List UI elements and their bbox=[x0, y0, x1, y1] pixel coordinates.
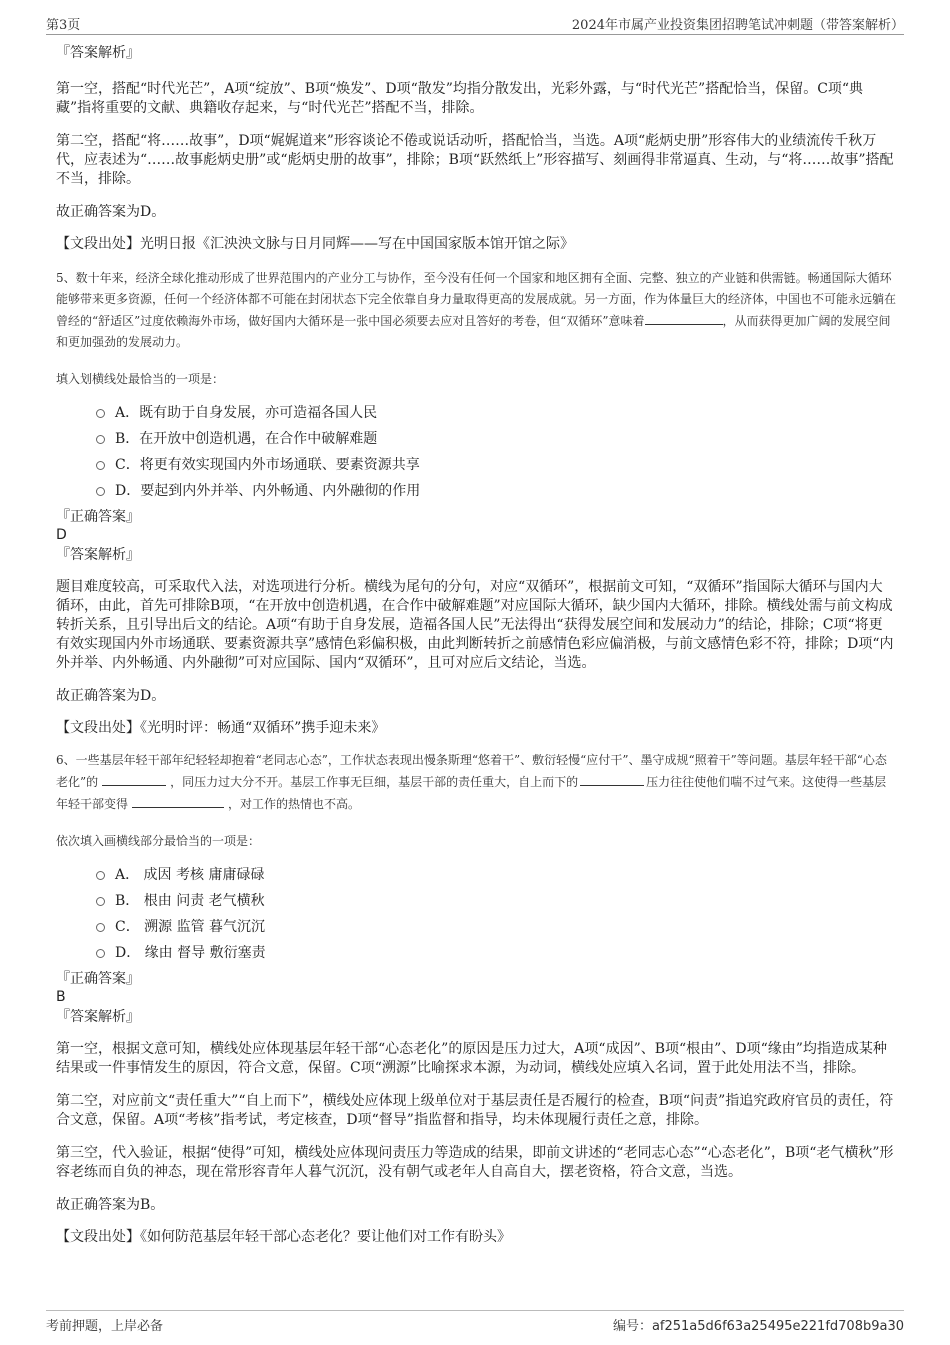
option-a[interactable]: A． 成因 考核 庸庸碌碌 bbox=[96, 862, 896, 888]
question-6-options bbox=[56, 862, 896, 966]
question-5-options bbox=[56, 400, 896, 504]
option-b[interactable]: B．在开放中创造机遇，在合作中破解难题 bbox=[96, 426, 896, 452]
radio-icon[interactable] bbox=[96, 461, 105, 470]
analysis-paragraph: 题目难度较高，可采取代入法，对选项进行分析。横线为尾句的分句，对应“双循环”，根据前文可知，“双循环”指国际大循环与国内大循环，由此，首先可排除B项，“在开放中创造机遇，在合作中破解难题”对应国际大循环，缺少国内大循环，排除。横线处需与前文构成转折关系，且引导出后文的结论。A项“有助于自身发展，造福各国人民”无法得出“获得发展空间和发展动力”的结论，排除；C项“将更有效实现国内外市场通联、要素资源共享”感情色彩偏积极，由此判断转折之前感情色彩应偏消极，与前文感情色彩不符，排除；D项“内外并举、内外畅通、内外融彻”可对应国际、国内“双循环”，且可对应后文结论，当选。 bbox=[56, 579, 894, 671]
question-6-blank-2 bbox=[580, 771, 644, 786]
source-citation: 【文段出处】《如何防范基层年轻干部心态老化？要让他们对工作有盼头》 bbox=[56, 1229, 511, 1245]
analysis-paragraph: 第三空，代入验证，根据“使得”可知，横线处应体现问责压力等造成的结果，即前文讲述的“老同志心态”“心态老化”，B项“老气横秋”形容老练而自负的神态，现在常形容青年人暮气沉沉，没有朝气或老年人自高自大，摆老资格，符合文意，当选。 bbox=[56, 1145, 894, 1180]
radio-icon[interactable] bbox=[96, 897, 105, 906]
document-title: 2024年市属产业投资集团招聘笔试冲刺题（带答案解析） bbox=[571, 18, 904, 33]
option-d[interactable]: D． 缘由 督导 敷衍塞责 bbox=[96, 940, 896, 966]
option-a[interactable]: A．既有助于自身发展，亦可造福各国人民 bbox=[96, 400, 896, 426]
question-5-prompt: 填入划横线处最恰当的一项是： bbox=[56, 372, 225, 386]
source-citation: 【文段出处】《光明时评：畅通“双循环”携手迎未来》 bbox=[56, 720, 386, 736]
footer-code: 编号：af251a5d6f63a25495e221fd708b9a30 bbox=[612, 1319, 904, 1334]
radio-icon[interactable] bbox=[96, 409, 105, 418]
radio-icon[interactable] bbox=[96, 949, 105, 958]
question-6-blank-3 bbox=[132, 793, 224, 808]
question-6-prompt: 依次填入画横线部分最恰当的一项是： bbox=[56, 834, 261, 848]
source-citation: 【文段出处】光明日报《汇泱泱文脉与日月同辉——写在中国国家版本馆开馆之际》 bbox=[56, 236, 574, 252]
question-5-blank bbox=[645, 310, 723, 325]
radio-icon[interactable] bbox=[96, 487, 105, 496]
analysis-label: 『答案解析』 bbox=[56, 45, 140, 61]
question-5-text: 5、数十年来，经济全球化推动形成了世界范围内的产业分工与协作，至今没有任何一个国家和地区拥有全面、完整、独立的产业链和供需链。畅通国际大循环能够带来更多资源，任何一个经济体都不可能在封闭状态下完全依靠自身力量取得更高的发展成就。另一方面，作为体量巨大的经济体，中国也不可能永远躺在曾经的“舒适区”过度依赖海外市场，做好国内大循环是一张中国必须要去应对且答好的考卷，但“双循环”意味着 ，从而获得更加广阔的发展空间和更加强劲的发展动力。 bbox=[56, 271, 897, 349]
page-footer bbox=[46, 1310, 904, 1333]
analysis-paragraph: 故正确答案为B。 bbox=[56, 1197, 165, 1213]
correct-answer-label: 『正确答案』 bbox=[56, 971, 140, 987]
correct-answer: B bbox=[56, 989, 66, 1005]
analysis-label: 『答案解析』 bbox=[56, 547, 140, 563]
option-c[interactable]: C． 溯源 监管 暮气沉沉 bbox=[96, 914, 896, 940]
radio-icon[interactable] bbox=[96, 923, 105, 932]
question-6-blank-1 bbox=[102, 771, 166, 786]
document-code: af251a5d6f63a25495e221fd708b9a30 bbox=[651, 1319, 904, 1334]
analysis-paragraph: 故正确答案为D。 bbox=[56, 204, 166, 220]
page-number: 第3页 bbox=[46, 18, 81, 33]
analysis-paragraph: 第一空，根据文意可知，横线处应体现基层年轻干部“心态老化”的原因是压力过大，A项“成因”、B项“根由”、D项“缘由”均指造成某种结果或一件事情发生的原因，符合文意，保留。C项“溯源”比喻探求本源，为动词，横线处应填入名词，置于此处用法不当，排除。 bbox=[56, 1041, 887, 1076]
document-body bbox=[56, 44, 896, 1247]
analysis-paragraph: 第一空，搭配“时代光芒”，A项“绽放”、B项“焕发”、D项“散发”均指分散发出，光彩外露，与“时代光芒”搭配恰当，保留。C项“典藏”指将重要的文献、典籍收存起来，与“时代光芒”搭配不当，排除。 bbox=[56, 81, 864, 116]
analysis-paragraph: 第二空，对应前文“责任重大”“自上而下”，横线处应体现上级单位对于基层责任是否履行的检查，B项“问责”指追究政府官员的责任，符合文意，保留。A项“考核”指考试，考定核查，D项“督导”指监督和指导，均未体现履行责任之意，排除。 bbox=[56, 1093, 894, 1128]
option-c[interactable]: C．将更有效实现国内外市场通联、要素资源共享 bbox=[96, 452, 896, 478]
question-6-text: 6、一些基层年轻干部年纪轻轻却抱着“老同志心态”，工作状态表现出慢条斯理“悠着干”、敷衍轻慢“应付干”、墨守成规“照着干”等问题。基层年轻干部“心态老化”的 ，同压力过大分不开。基层工作事无巨细，基层干部的责任重大，自上而下的 压力往往使他们喘不过气来。这使得一些基层年轻干部变得 ，对工作的热情也不高。 bbox=[56, 753, 887, 811]
page-header bbox=[46, 12, 904, 35]
option-d[interactable]: D．要起到内外并举、内外畅通、内外融彻的作用 bbox=[96, 478, 896, 504]
correct-answer-label: 『正确答案』 bbox=[56, 509, 140, 525]
radio-icon[interactable] bbox=[96, 435, 105, 444]
option-b[interactable]: B． 根由 问责 老气横秋 bbox=[96, 888, 896, 914]
radio-icon[interactable] bbox=[96, 871, 105, 880]
analysis-label: 『答案解析』 bbox=[56, 1009, 140, 1025]
correct-answer: D bbox=[56, 527, 67, 543]
analysis-paragraph: 故正确答案为D。 bbox=[56, 688, 166, 704]
footer-slogan: 考前押题，上岸必备 bbox=[46, 1319, 164, 1334]
analysis-paragraph: 第二空，搭配“将……故事”，D项“娓娓道来”形容谈论不倦或说话动听，搭配恰当，当选。A项“彪炳史册”形容伟大的业绩流传千秋万代，应表述为“……故事彪炳史册”或“彪炳史册的故事”，排除；B项“跃然纸上”形容描写、刻画得非常逼真、生动，与“将……故事”搭配不当，排除。 bbox=[56, 133, 894, 187]
